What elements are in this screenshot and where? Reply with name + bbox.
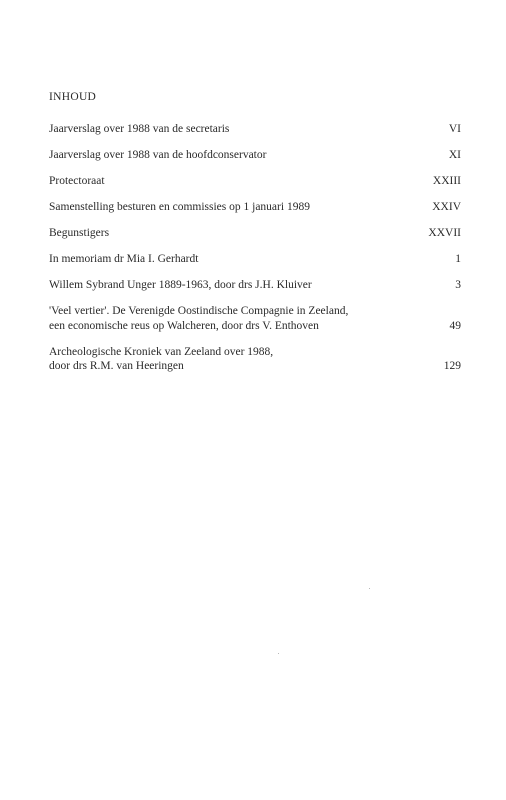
toc-entry-title [49,252,431,267]
paper-speck [369,588,370,589]
toc-entry-title-line: Begunstigers [49,227,110,239]
toc-heading: INHOUD [49,91,97,103]
toc-entry-title [49,226,428,241]
toc-entry-page: 129 [443,360,461,372]
toc-entry-page: VI [448,123,461,135]
toc-entry [49,278,461,293]
toc-entry [49,252,461,267]
paper-speck [278,653,279,654]
toc-entry-title [49,345,431,374]
toc-entry-title-line: Willem Sybrand Unger 1889-1963, door drs J.H. Kluiver [49,279,312,291]
toc-entry-page: XI [448,149,461,161]
toc-entry-title [49,174,431,189]
toc-entry-page: XXIII [432,175,461,187]
toc-entry-title-line: Jaarverslag over 1988 van de hoofdconservator [49,149,267,161]
toc-entry-title-line: door drs R.M. van Heeringen [49,360,184,372]
toc-entry-title [49,200,431,215]
toc-entry [49,122,461,137]
table-of-contents [49,122,461,385]
toc-entry [49,304,461,333]
toc-entry-page: XXIV [432,201,461,213]
toc-entry-page: 1 [455,253,461,265]
toc-entry-page: 49 [449,319,461,332]
toc-entry-page: XXVII [428,227,461,239]
toc-entry [49,345,461,374]
toc-entry [49,174,461,189]
toc-entry-title [49,122,431,137]
toc-entry-title-line: Archeologische Kroniek van Zeeland over 1988, [49,345,274,358]
toc-entry-title [49,148,431,163]
toc-entry-title-line: Jaarverslag over 1988 van de secretaris [49,123,230,135]
toc-entry-title-line: Protectoraat [49,175,105,187]
toc-entry [49,148,461,163]
toc-entry-title-line: een economische reus op Walcheren, door drs V. Enthoven [49,319,319,332]
toc-entry-title-line: In memoriam dr Mia I. Gerhardt [49,253,199,265]
toc-entry [49,226,461,241]
toc-entry [49,200,461,215]
toc-entry-title-line: Samenstelling besturen en commissies op 1 januari 1989 [49,201,310,213]
toc-entry-title [49,304,431,333]
toc-entry-page: 3 [455,279,461,291]
toc-entry-title-line: 'Veel vertier'. De Verenigde Oostindische Compagnie in Zeeland, [49,305,349,317]
toc-entry-title [49,278,431,293]
